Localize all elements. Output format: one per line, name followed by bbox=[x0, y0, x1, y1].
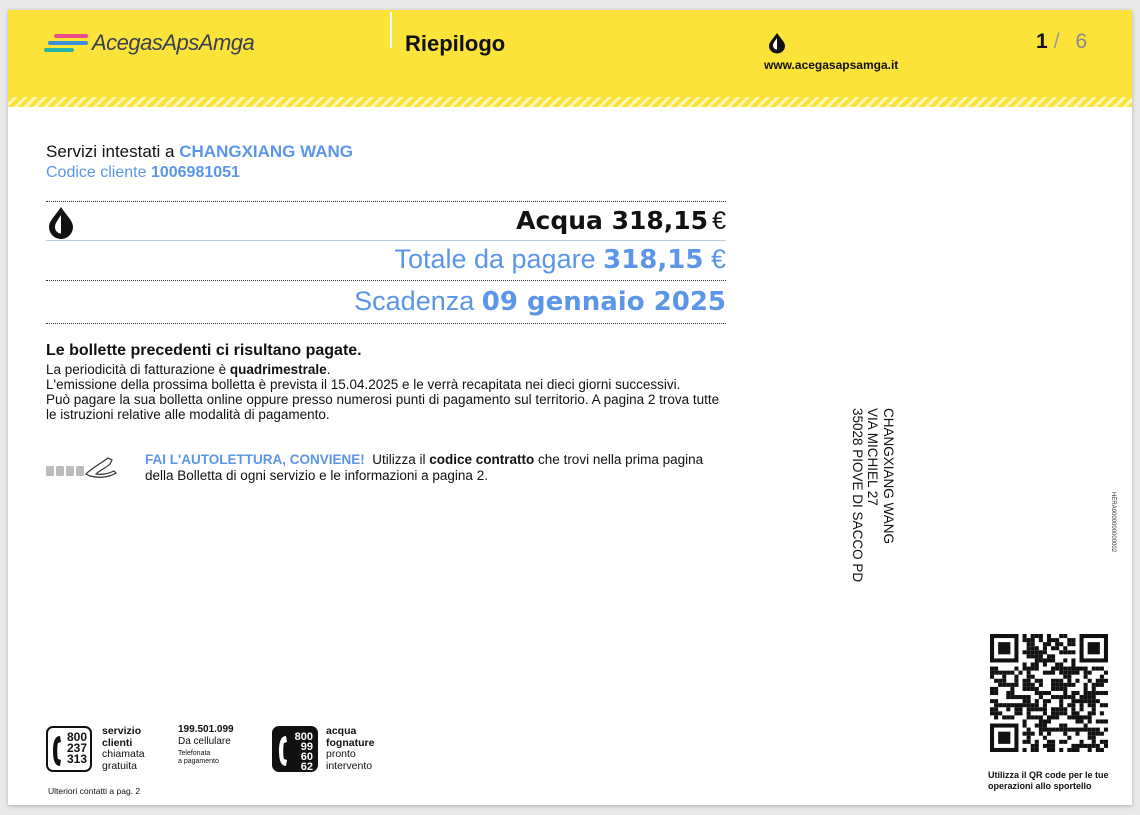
total-amount: 318,15 bbox=[603, 245, 704, 275]
service-amount: 318,15 bbox=[611, 206, 709, 235]
intestati-prefix: Servizi intestati a bbox=[46, 142, 175, 161]
divider-dotted bbox=[46, 323, 726, 324]
total-currency: € bbox=[710, 244, 726, 274]
due-date-value: 09 gennaio 2025 bbox=[481, 287, 726, 317]
mobile-number: 199.501.099 bbox=[178, 724, 234, 735]
customer-code-line bbox=[46, 164, 240, 182]
customer-name: CHANGXIANG WANG bbox=[179, 142, 354, 161]
emergency-number: 800 99 60 62 bbox=[294, 731, 313, 773]
divider-dotted bbox=[46, 201, 726, 202]
website-url[interactable]: www.acegasapsamga.it bbox=[764, 58, 899, 72]
periodicity-suffix: . bbox=[326, 362, 331, 377]
water-drop-icon bbox=[766, 32, 788, 54]
customer-code-value: 1006981051 bbox=[150, 164, 240, 181]
customer-service-label: servizio clienti chiamata gratuita bbox=[102, 725, 145, 772]
autolettura-text bbox=[145, 452, 725, 484]
service-currency: € bbox=[712, 207, 726, 235]
address-line-2: VIA MICHIEL 27 bbox=[865, 408, 881, 506]
page-current: 1 bbox=[1036, 30, 1048, 53]
customer-line bbox=[46, 142, 353, 162]
customer-code-label: Codice cliente bbox=[46, 164, 147, 181]
autolettura-bold: codice contratto bbox=[429, 452, 535, 467]
due-date-label: Scadenza bbox=[354, 286, 475, 316]
mobile-label: Da cellulare bbox=[178, 736, 231, 747]
address-line-1: CHANGXIANG WANG bbox=[881, 408, 896, 545]
page-separator: / bbox=[1053, 30, 1060, 53]
periodicity-prefix: La periodicità di fatturazione è bbox=[46, 362, 227, 377]
next-bill-text: L'emissione della prossima bolletta è prevista il 15.04.2025 e le verrà recapitata nei dieci giorni successivi. bbox=[46, 377, 681, 392]
logo-bars-icon bbox=[44, 32, 90, 54]
header-divider bbox=[390, 12, 392, 48]
recipient-address bbox=[846, 408, 896, 608]
autolettura-highlight: FAI L'AUTOLETTURA, CONVIENE! bbox=[145, 452, 365, 467]
document-id-text: HERA0000000000002 bbox=[1110, 492, 1116, 553]
divider-solid bbox=[46, 240, 726, 241]
document-id bbox=[1104, 492, 1116, 572]
service-label: Acqua bbox=[516, 206, 603, 235]
phone-icon bbox=[277, 734, 289, 768]
header-bar bbox=[8, 10, 1132, 107]
autolettura-before: Utilizza il bbox=[372, 452, 426, 467]
due-date-line bbox=[354, 286, 726, 317]
emergency-badge bbox=[272, 726, 318, 772]
total-label: Totale da pagare bbox=[394, 244, 596, 274]
autolettura-after: che trovi nella prima pagina della Bolletta di ogni servizio e le informazioni a pagina 2. bbox=[145, 452, 704, 483]
notes-heading: Le bollette precedenti ci risultano pagate. bbox=[46, 342, 362, 359]
emergency-label: acqua fognature pronto intervento bbox=[326, 725, 375, 772]
page-title: Riepilogo bbox=[405, 31, 506, 56]
total-line bbox=[394, 244, 726, 275]
brand-logo bbox=[44, 30, 254, 56]
toll-free-badge bbox=[46, 726, 92, 772]
phone-icon bbox=[51, 734, 63, 768]
more-contacts-note: Ulteriori contatti a pag. 2 bbox=[48, 786, 141, 796]
toll-free-number: 800 237 313 bbox=[66, 730, 87, 766]
logo-text: AcegasApsAmga bbox=[92, 30, 255, 55]
payment-text: Può pagare la sua bolletta online oppure presso numerosi punti di pagamento sul territorio. A pagina 2 trova tutte le istruzioni relative alle modalità di pagamento. bbox=[46, 392, 720, 422]
page-indicator bbox=[1036, 30, 1087, 54]
header-stripes bbox=[8, 97, 1132, 107]
service-amount-line bbox=[516, 206, 726, 236]
qr-caption: Utilizza il QR code per le tue operazioni allo sportello bbox=[988, 770, 1109, 791]
meter-reading-icon bbox=[46, 454, 118, 480]
water-drop-icon bbox=[46, 206, 76, 240]
notes-section bbox=[46, 342, 726, 422]
page-total: 6 bbox=[1075, 30, 1088, 53]
divider-dotted bbox=[46, 280, 726, 281]
bill-page bbox=[8, 10, 1132, 805]
periodicity-text bbox=[46, 362, 726, 377]
mobile-contact bbox=[178, 724, 234, 766]
periodicity-value: quadrimestrale bbox=[229, 362, 327, 377]
mobile-note: Telefonata a pagamento bbox=[178, 750, 219, 765]
qr-code[interactable] bbox=[990, 634, 1108, 752]
address-line-3: 35028 PIOVE DI SACCO PD bbox=[850, 408, 865, 583]
